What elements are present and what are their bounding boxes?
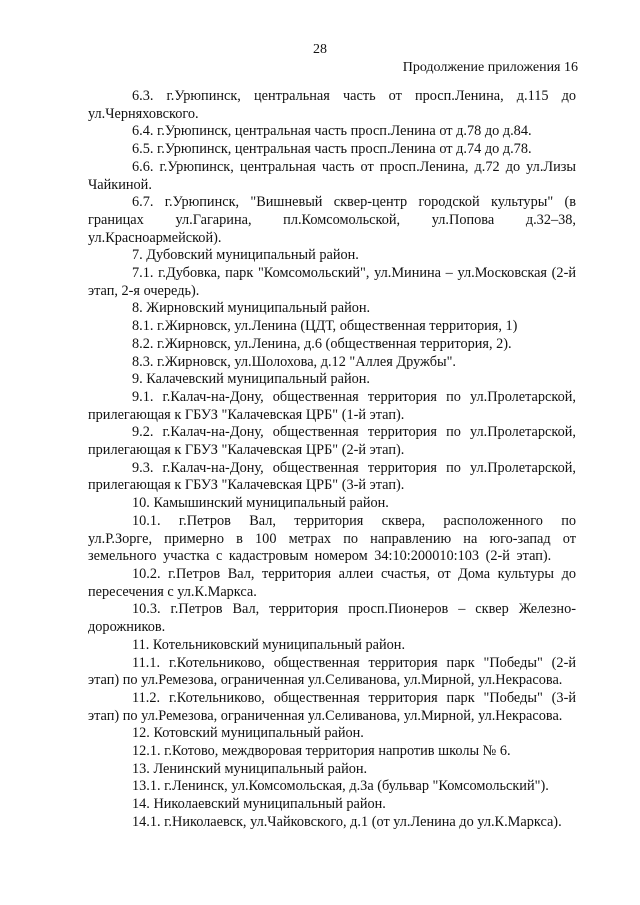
list-item: 9.2. г.Калач-на-Дону, общественная территория по ул.Пролетарской, прилегающая к ГБУЗ "Калачевская ЦРБ" (2-й этап).: [88, 424, 576, 459]
document-body: [88, 88, 576, 832]
list-item: 6.3. г.Урюпинск, центральная часть от просп.Ленина, д.115 до ул.Черняховского.: [88, 88, 576, 122]
list-item: 8.3. г.Жирновск, ул.Шолохова, д.12 "Аллея Дружбы".: [132, 353, 457, 370]
list-item: 9.1. г.Калач-на-Дону, общественная территория по ул.Пролетарской, прилегающая к ГБУЗ "Калачевская ЦРБ" (1-й этап).: [88, 388, 576, 423]
page-number: 28: [313, 42, 327, 57]
list-item: 11.1. г.Котельниково, общественная территория парк "Победы" (2-й этап) по ул.Ремезова, ограниченная ул.Селиванова, ул.Мирной, ул.Некрасова.: [88, 654, 576, 689]
list-item: 6.5. г.Урюпинск, центральная часть просп.Ленина от д.74 до д.78.: [132, 141, 532, 158]
list-item: 8.2. г.Жирновск, ул.Ленина, д.6 (общественная территория, 2).: [132, 335, 512, 352]
list-item: 11.2. г.Котельниково, общественная территория парк "Победы" (3-й этап) по ул.Ремезова, ограниченная ул.Селиванова, ул.Мирной, ул.Некрасова.: [88, 689, 576, 724]
section-heading: 7. Дубовский муниципальный район.: [132, 247, 359, 264]
section-heading: 8. Жирновский муниципальный район.: [132, 300, 371, 317]
list-item: 9.3. г.Калач-на-Дону, общественная территория по ул.Пролетарской, прилегающая к ГБУЗ "Калачевская ЦРБ" (3-й этап).: [88, 459, 576, 494]
section-heading: 10. Камышинский муниципальный район.: [132, 495, 389, 512]
list-item: 10.2. г.Петров Вал, территория аллеи счастья, от Дома культуры до пересечения с ул.К.Маркса.: [88, 565, 576, 600]
list-item: 13.1. г.Ленинск, ул.Комсомольская, д.3а (бульвар "Комсомольский").: [132, 778, 549, 795]
list-item: 10.3. г.Петров Вал, территория просп.Пионеров – сквер Железно-дорожников.: [88, 601, 576, 636]
list-item: 6.7. г.Урюпинск, "Вишневый сквер-центр городской культуры" (в границах ул.Гагарина, пл.Комсомольской, ул.Попова д.32–38, ул.Красноармейской).: [88, 194, 576, 246]
list-item: 10.1. г.Петров Вал, территория сквера, расположенного по ул.Р.Зорге, примерно в 100 метрах по направлению на юго-запад от земельного участка с кадастровым номером 34:10:200010:103 (2-й этап).: [88, 512, 576, 565]
section-heading: 11. Котельниковский муниципальный район.: [132, 636, 406, 653]
list-item: 7.1. г.Дубовка, парк "Комсомольский", ул.Минина – ул.Московская (2-й этап, 2-я очередь).: [88, 265, 576, 299]
list-item: 12.1. г.Котово, междворовая территория напротив школы № 6.: [132, 743, 511, 760]
list-item: 6.6. г.Урюпинск, центральная часть от просп.Ленина, д.72 до ул.Лизы Чайкиной.: [88, 158, 576, 193]
section-heading: 9. Калачевский муниципальный район.: [132, 371, 370, 388]
section-heading: 13. Ленинский муниципальный район.: [132, 760, 368, 777]
section-heading: 14. Николаевский муниципальный район.: [132, 796, 386, 813]
list-item: 8.1. г.Жирновск, ул.Ленина (ЦДТ, общественная территория, 1): [132, 318, 518, 335]
list-item: 14.1. г.Николаевск, ул.Чайковского, д.1 (от ул.Ленина до ул.К.Маркса).: [132, 813, 562, 830]
list-item: 6.4. г.Урюпинск, центральная часть просп.Ленина от д.78 до д.84.: [132, 123, 532, 140]
section-heading: 12. Котовский муниципальный район.: [132, 725, 364, 742]
appendix-continuation-label: Продолжение приложения 16: [402, 60, 578, 75]
